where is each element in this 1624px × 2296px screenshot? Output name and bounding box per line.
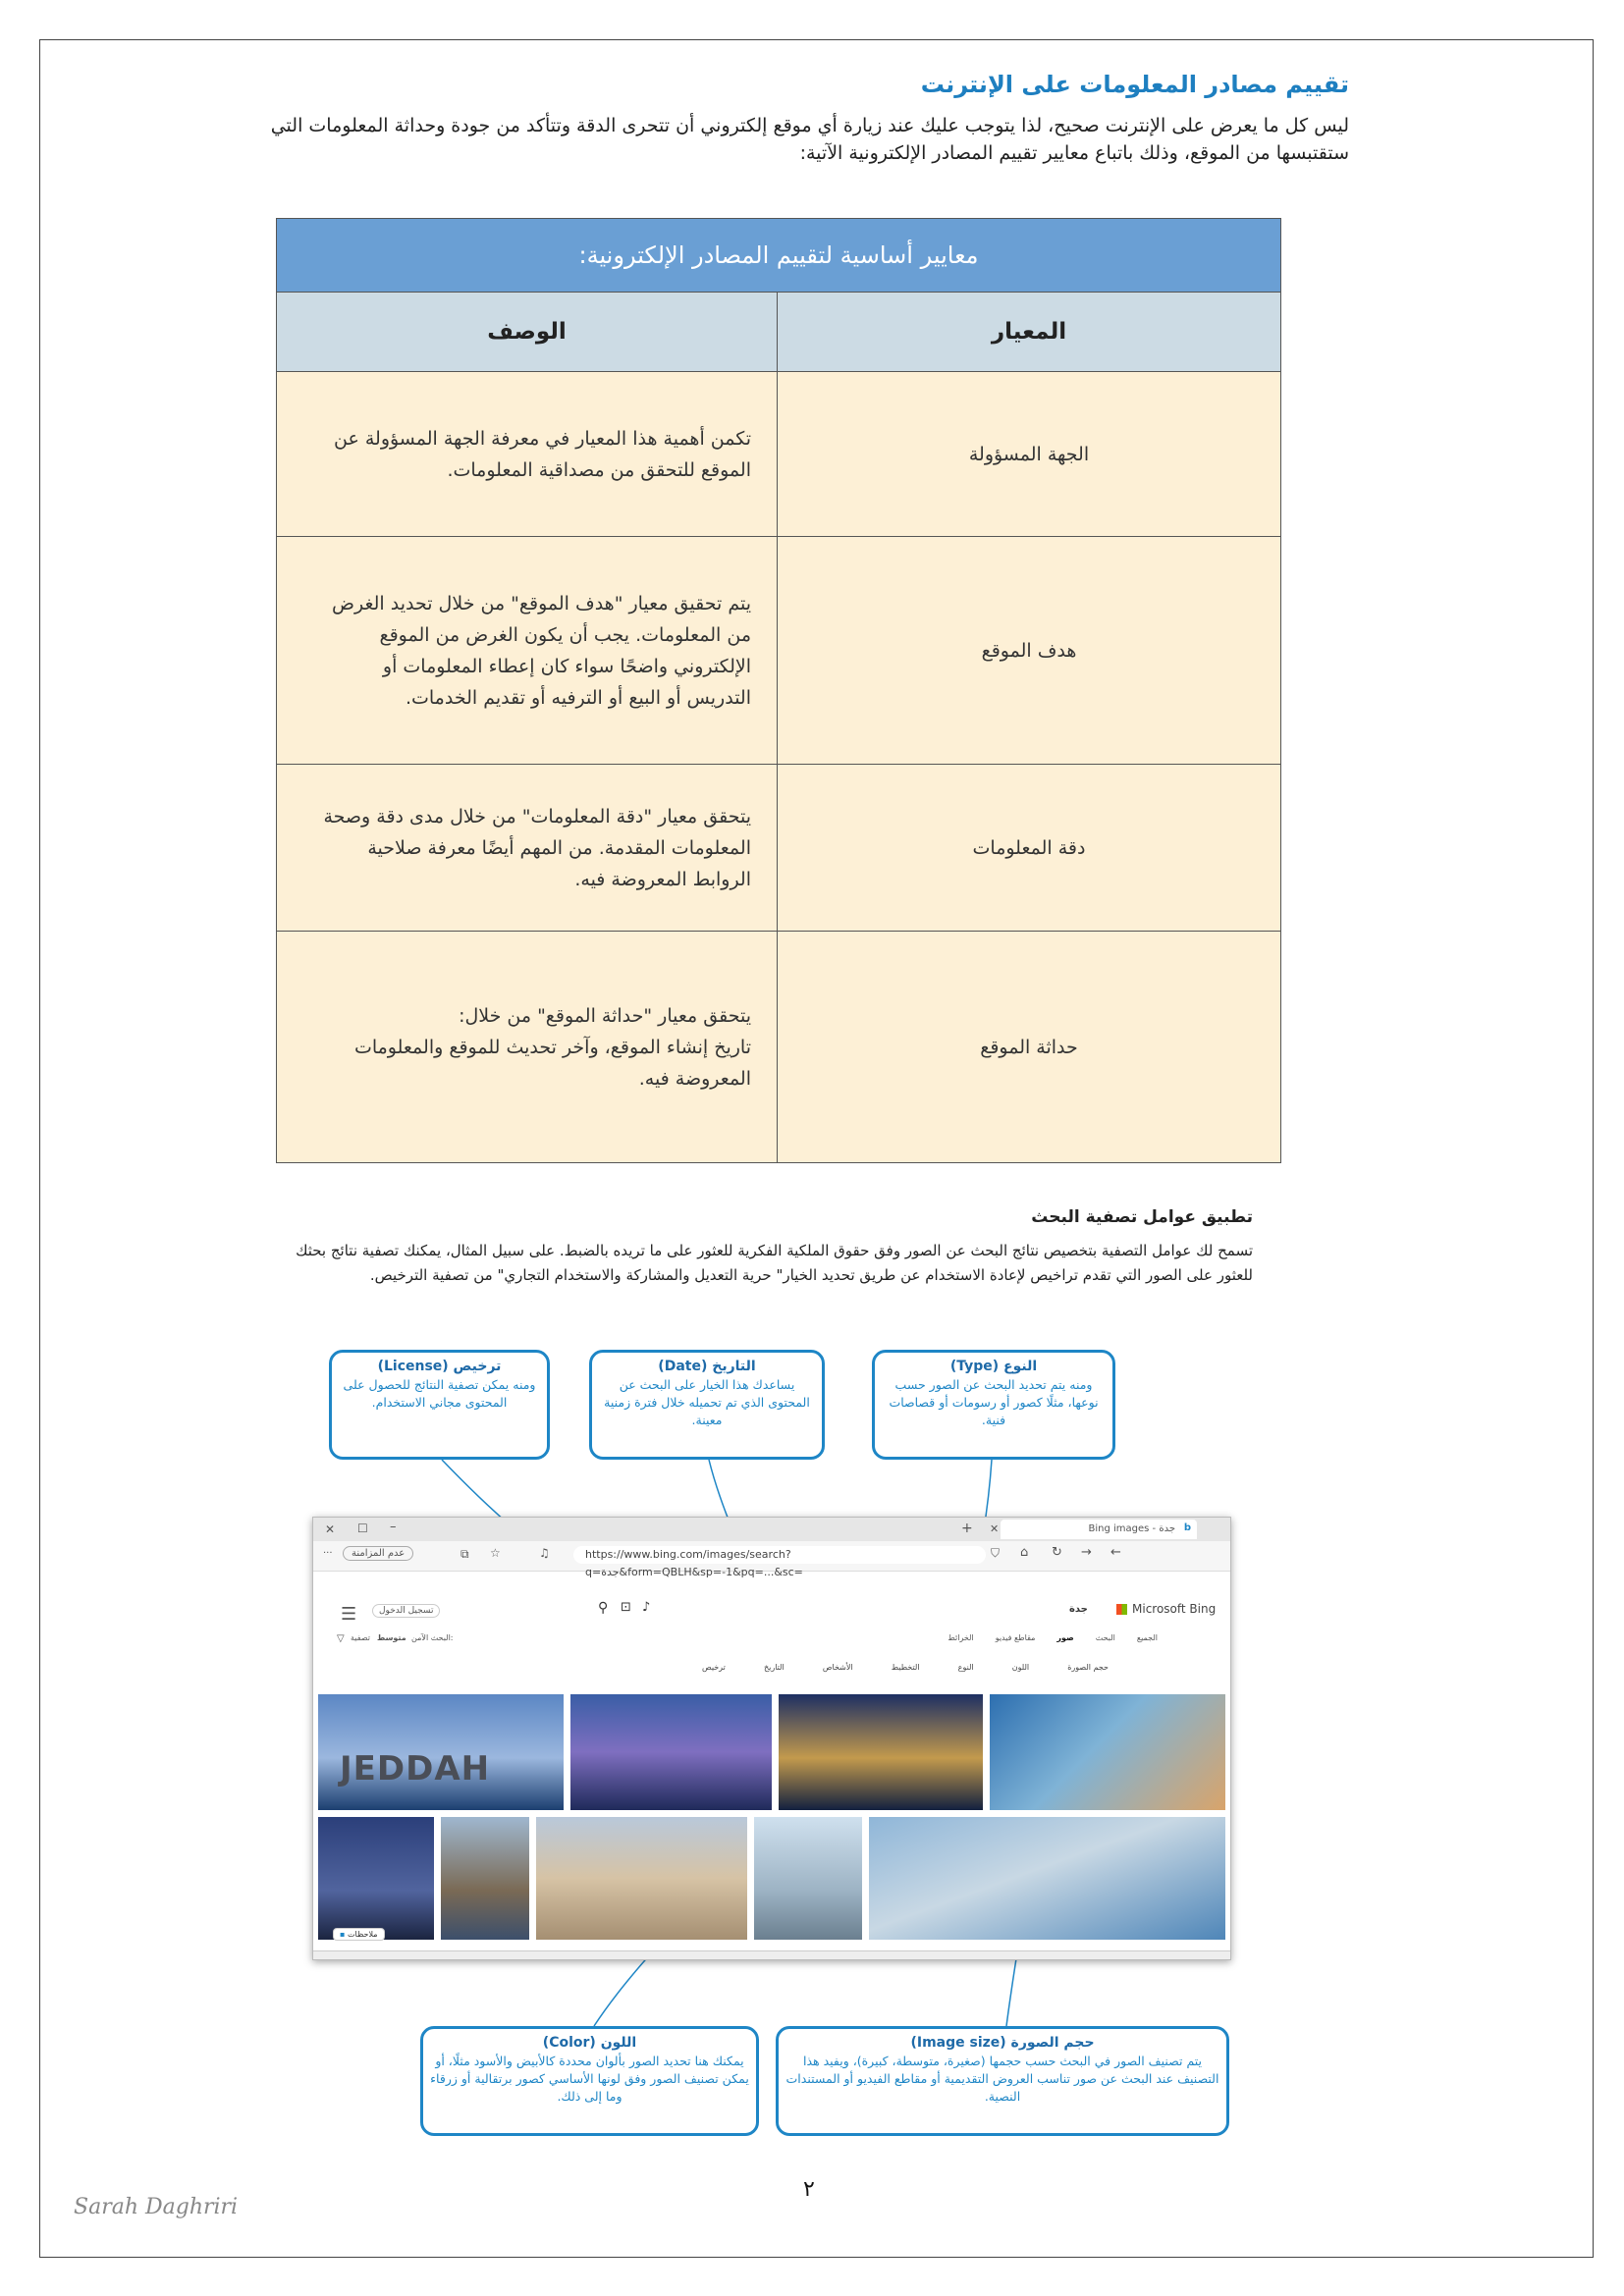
color-callout: [420, 2026, 759, 2136]
page-number: ٢: [803, 2177, 815, 2202]
browser-tab[interactable]: [1001, 1520, 1197, 1539]
callout-title: ترخيص (License): [377, 1359, 502, 1374]
safe-search-value[interactable]: متوسط: [377, 1633, 406, 1642]
search-icon[interactable]: ⚲: [598, 1600, 609, 1616]
more-icon[interactable]: ···: [323, 1548, 333, 1559]
callout-title: التاريخ (Date): [658, 1359, 756, 1374]
type-callout: [872, 1350, 1115, 1460]
microphone-icon[interactable]: ♪: [642, 1600, 651, 1615]
image-result[interactable]: [570, 1694, 772, 1810]
nav-images[interactable]: صور: [1056, 1633, 1074, 1642]
criterion-cell: هدف الموقع: [778, 537, 1281, 765]
filter-people[interactable]: الأشخاص: [822, 1663, 853, 1672]
criterion-cell: دقة المعلومات: [778, 765, 1281, 932]
description-cell: يتحقق معيار "دقة المعلومات" من خلال مدى دقة وصحة المعلومات المقدمة. من المهم أيضًا معرفة صلاحية الروابط المعروضة فيه.: [277, 765, 778, 932]
browser-screenshot: [312, 1517, 1231, 1960]
feedback-label: ملاحظات: [347, 1930, 378, 1939]
nav-maps[interactable]: الخرائط: [947, 1633, 974, 1642]
maximize-icon[interactable]: ☐: [357, 1522, 368, 1535]
microsoft-logo-icon: [1116, 1604, 1127, 1615]
feedback-icon: ▪: [340, 1930, 346, 1939]
intro-paragraph: ليس كل ما يعرض على الإنترنت صحيح، لذا يتوجب عليك عند زيارة أي موقع إلكتروني أن تتحرى الدقة وتتأكد من جودة وحداثة المعلومات التي ستقتبسها من الموقع، وذلك باتباع معايير تقييم المصادر الإلكترونية الآتية:: [270, 115, 1349, 164]
filters-paragraph: تسمح لك عوامل التصفية بتخصيص نتائج البحث عن الصور وفق حقوق الملكية الفكرية للعثور على ما تريده بالضبط. على سبيل المثال، يمكنك تصفية نتائج بحثك للعثور على الصور التي تقدم تراخيص لإعادة الاستخدام عن طريق تحديد الخيار" حرية التعديل والمشاركة والاستخدام التجاري" من تصفية الترخيص.: [296, 1242, 1253, 1284]
image-result[interactable]: [869, 1817, 1225, 1940]
feedback-button[interactable]: [333, 1928, 385, 1941]
filter-date[interactable]: التاريخ: [763, 1663, 785, 1672]
filter-type[interactable]: النوع: [957, 1663, 974, 1672]
tab-label: Bing images - جدة: [1088, 1523, 1175, 1534]
search-query[interactable]: جدة: [1069, 1604, 1088, 1615]
back-icon[interactable]: ←: [1110, 1545, 1121, 1560]
callout-body: ومنه يمكن تصفية النتائج للحصول على المحتوى مجاني الاستخدام.: [343, 1377, 536, 1410]
page-heading: تقييم مصادر المعلومات على الإنترنت: [920, 71, 1349, 98]
callout-body: يساعدك هذا الخيار على البحث عن المحتوى الذي تم تحميله خلال فترة زمنية معينة.: [604, 1377, 810, 1427]
description-cell: تكمن أهمية هذا المعيار في معرفة الجهة المسؤولة عن الموقع للتحقق من مصداقية المعلومات.: [277, 372, 778, 537]
favorites-icon[interactable]: ☆: [490, 1546, 501, 1560]
browser-tab-bar: [313, 1518, 1230, 1541]
menu-icon[interactable]: ☰: [341, 1604, 357, 1625]
url-field[interactable]: https://www.bing.com/images/search?q=جدة&form=QBLH&sp=-1&pq=...&sc=: [573, 1546, 986, 1564]
address-bar-row: [313, 1541, 1230, 1578]
description-line-2: تاريخ إنشاء الموقع، وآخر تحديث للموقع والمعلومات المعروضة فيه.: [353, 1036, 751, 1090]
description-line-1: يتحقق معيار "حداثة الموقع" من خلال:: [459, 1004, 751, 1027]
nav-all[interactable]: الجميع: [1136, 1633, 1158, 1642]
visual-search-icon[interactable]: ⊡: [621, 1600, 631, 1615]
read-aloud-icon[interactable]: ♫: [539, 1546, 550, 1560]
tab-close-icon[interactable]: ✕: [990, 1522, 1000, 1535]
image-result[interactable]: [318, 1694, 564, 1810]
description-cell: يتم تحقيق معيار "هدف الموقع" من خلال تحديد الغرض من المعلومات. يجب أن يكون الغرض من الموقع الإلكتروني واضحًا سواء كان إعطاء المعلومات أو التدريس أو البيع أو الترفيه أو تقديم الخدمات.: [277, 537, 778, 765]
image-size-callout: [776, 2026, 1229, 2136]
filter-label[interactable]: تصفية: [351, 1633, 370, 1642]
horizontal-scrollbar[interactable]: [313, 1950, 1230, 1959]
license-callout: [329, 1350, 550, 1460]
callout-body: ومنه يتم تحديد البحث عن الصور حسب نوعها، مثلًا كصور أو رسومات أو قصاصات فنية.: [889, 1377, 1099, 1427]
date-callout: [589, 1350, 825, 1460]
image-result[interactable]: [318, 1817, 434, 1940]
new-tab-icon[interactable]: +: [961, 1521, 973, 1536]
image-result[interactable]: [441, 1817, 529, 1940]
collections-icon[interactable]: ⧉: [460, 1547, 469, 1561]
callout-body: يمكنك هنا تحديد الصور بألوان محددة كالأبيض والأسود مثلًا، أو يمكن تصنيف الصور وفق لونها الأساسي كصور برتقالية أو زرقاء وما إلى ذلك.: [430, 2054, 749, 2104]
safe-search-label: البحث الآمن:: [411, 1633, 454, 1642]
callout-body: يتم تصنيف الصور في البحث حسب حجمها (صغيرة، متوسطة، كبيرة)، ويفيد هذا التصنيف عند البحث عن صور تناسب العروض التقديمية أو مقاطع الفيديو أو المستندات النصية.: [785, 2054, 1219, 2104]
callout-title: اللون (Color): [542, 2035, 637, 2051]
image-result[interactable]: [536, 1817, 747, 1940]
brand-name: Microsoft Bing: [1132, 1602, 1217, 1616]
nav-search[interactable]: البحث: [1095, 1633, 1115, 1642]
callout-title: النوع (Type): [949, 1359, 1038, 1374]
filter-chip-bar: [702, 1663, 1109, 1672]
jeddah-sign: JEDDAH: [340, 1749, 491, 1789]
filter-layout[interactable]: التخطيط: [891, 1663, 920, 1672]
sync-status-button[interactable]: عدم المزامنة: [343, 1546, 413, 1561]
table-caption: معايير أساسية لتقييم المصادر الإلكترونية:: [277, 219, 1281, 293]
refresh-icon[interactable]: ↻: [1052, 1545, 1062, 1560]
nav-videos[interactable]: مقاطع فيديو: [995, 1633, 1036, 1642]
filter-license[interactable]: ترخيص: [702, 1663, 726, 1672]
col-description-header: الوصف: [277, 293, 778, 372]
home-icon[interactable]: ⌂: [1020, 1545, 1029, 1560]
filter-image-size[interactable]: حجم الصورة: [1067, 1663, 1109, 1672]
col-criterion-header: المعيار: [778, 293, 1281, 372]
filter-color[interactable]: اللون: [1011, 1663, 1030, 1672]
image-result[interactable]: [754, 1817, 862, 1940]
filter-icon[interactable]: ▽: [337, 1633, 345, 1644]
signin-button[interactable]: تسجيل الدخول: [372, 1604, 440, 1618]
minimize-icon[interactable]: –: [390, 1520, 397, 1534]
filters-heading: تطبيق عوامل تصفية البحث: [1031, 1207, 1253, 1227]
criterion-cell: الجهة المسؤولة: [778, 372, 1281, 537]
criterion-cell: حداثة الموقع: [778, 932, 1281, 1163]
callout-title: حجم الصورة (Image size): [910, 2035, 1095, 2051]
bing-nav: [843, 1633, 1158, 1642]
image-result[interactable]: [990, 1694, 1225, 1810]
close-icon[interactable]: ✕: [325, 1522, 336, 1536]
bing-icon: b: [1183, 1522, 1191, 1533]
signature: Sarah Daghriri: [74, 2195, 239, 2219]
image-result[interactable]: [779, 1694, 983, 1810]
forward-icon[interactable]: →: [1081, 1545, 1092, 1560]
site-info-icon[interactable]: ⛉: [991, 1546, 1001, 1560]
